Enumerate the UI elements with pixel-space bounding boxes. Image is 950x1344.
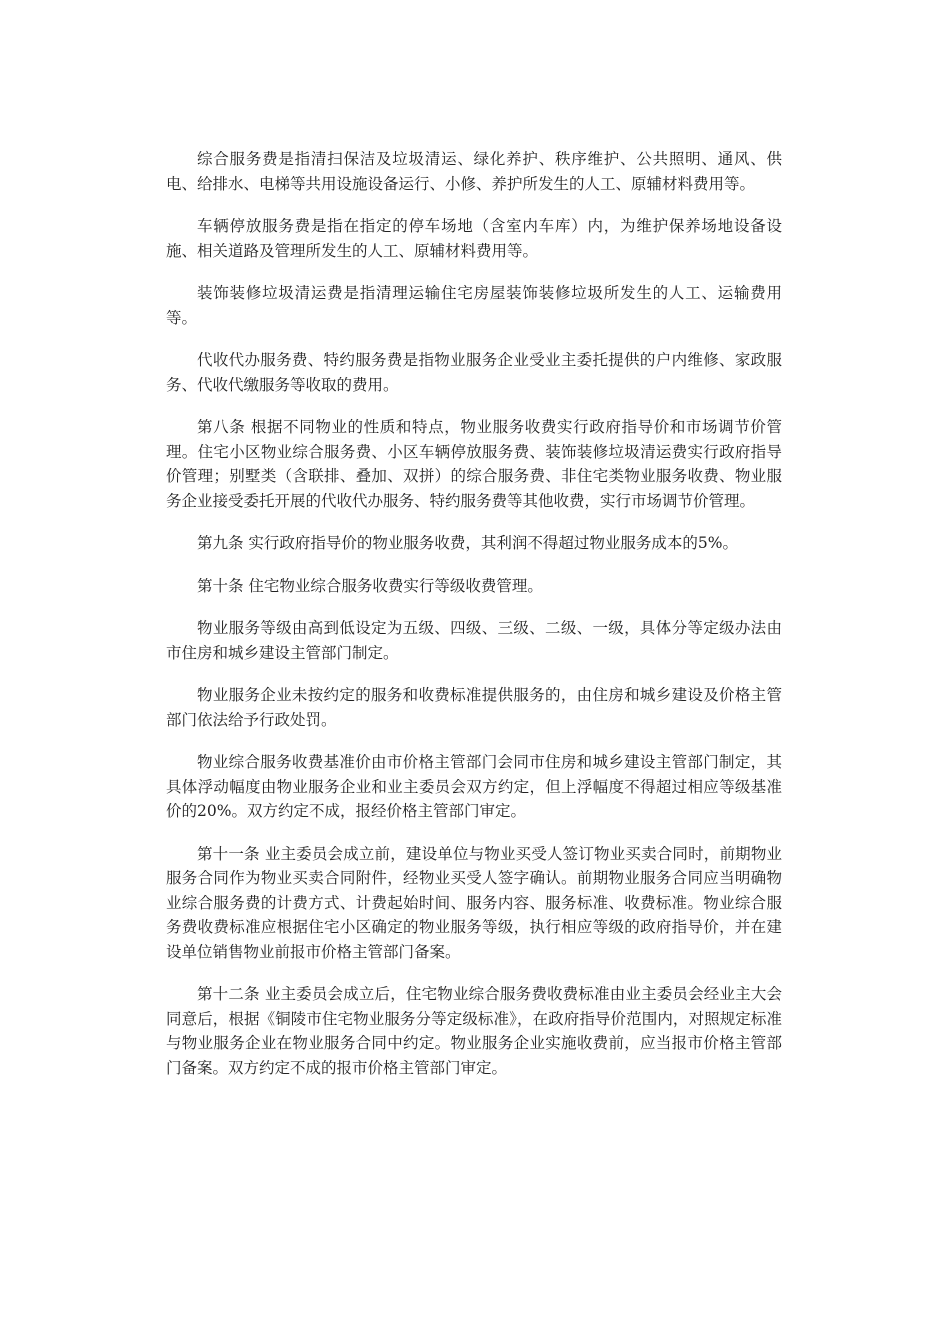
paragraph-penalty: 物业服务企业未按约定的服务和收费标准提供服务的，由住房和城乡建设及价格主管部门依法给予行政处罚。 xyxy=(166,686,782,729)
paragraph-base-price: 物业综合服务收费基准价由市价格主管部门会同市住房和城乡建设主管部门制定，其具体浮动幅度由物业服务企业和业主委员会双方约定，但上浮幅度不得超过相应等级基准价的20%。双方约定不成，报经价格主管部门审定。 xyxy=(166,753,782,820)
paragraph-comprehensive-service-fee: 综合服务费是指清扫保洁及垃圾清运、绿化养护、秩序维护、公共照明、通风、供电、给排水、电梯等共用设施设备运行、小修、养护所发生的人工、原辅材料费用等。 xyxy=(166,150,782,193)
paragraph-article-11: 第十一条 业主委员会成立前，建设单位与物业买受人签订物业买卖合同时，前期物业服务合同作为物业买卖合同附件，经物业买受人签字确认。前期物业服务合同应当明确物业综合服务费的计费方式、计费起始时间、服务内容、服务标准、收费标准。物业综合服务费收费标准应根据住宅小区确定的物业服务等级，执行相应等级的政府指导价，并在建设单位销售物业前报市价格主管部门备案。 xyxy=(166,844,782,961)
paragraph-renovation-waste-fee: 装饰装修垃圾清运费是指清理运输住宅房屋装饰装修垃圾所发生的人工、运输费用等。 xyxy=(166,284,782,327)
document-body xyxy=(166,147,782,1098)
paragraph-article-8: 第八条 根据不同物业的性质和特点，物业服务收费实行政府指导价和市场调节价管理。住宅小区物业综合服务费、小区车辆停放服务费、装饰装修垃圾清运费实行政府指导价管理；别墅类（含联排、叠加、双拼）的综合服务费、非住宅类物业服务收费、物业服务企业接受委托开展的代收代办服务、特约服务费等其他收费，实行市场调节价管理。 xyxy=(166,418,782,510)
paragraph-agency-special-service-fee: 代收代办服务费、特约服务费是指物业服务企业受业主委托提供的户内维修、家政服务、代收代缴服务等收取的费用。 xyxy=(166,351,782,394)
paragraph-article-10: 第十条 住宅物业综合服务收费实行等级收费管理。 xyxy=(197,576,543,595)
paragraph-article-12: 第十二条 业主委员会成立后，住宅物业综合服务费收费标准由业主委员会经业主大会同意后，根据《铜陵市住宅物业服务分等定级标准》，在政府指导价范围内，对照规定标准与物业服务企业在物业服务合同中约定。物业服务企业实施收费前，应当报市价格主管部门备案。双方约定不成的报市价格主管部门审定。 xyxy=(166,985,782,1077)
paragraph-article-9: 第九条 实行政府指导价的物业服务收费，其利润不得超过物业服务成本的5%。 xyxy=(197,534,739,552)
paragraph-parking-service-fee: 车辆停放服务费是指在指定的停车场地（含室内车库）内，为维护保养场地设备设施、相关道路及管理所发生的人工、原辅材料费用等。 xyxy=(166,217,782,260)
paragraph-service-levels: 物业服务等级由高到低设定为五级、四级、三级、二级、一级，具体分等定级办法由市住房和城乡建设主管部门制定。 xyxy=(166,619,782,662)
